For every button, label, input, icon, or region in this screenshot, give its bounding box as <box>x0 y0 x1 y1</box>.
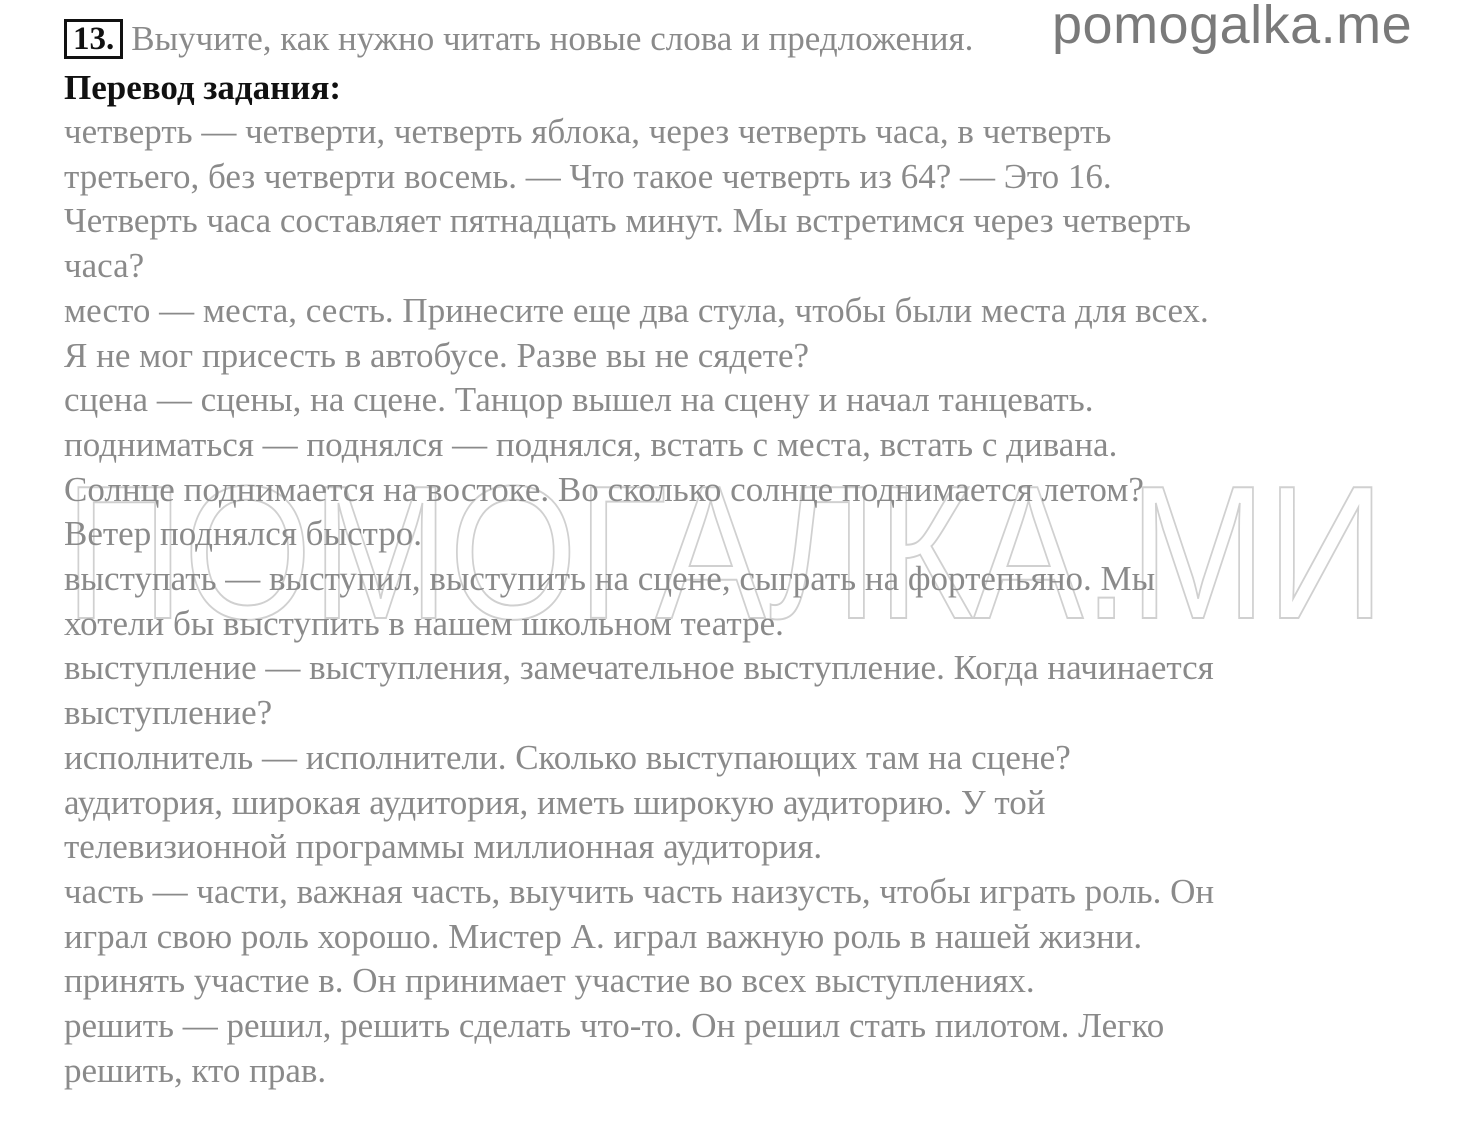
text-line: решить — решил, решить сделать что-то. Он решил стать пилотом. Легко <box>64 1006 1165 1046</box>
text-line: третьего, без четверти восемь. — Что такое четверть из 64? — Это 16. <box>64 156 1112 196</box>
text-line: исполнитель — исполнители. Сколько выступающих там на сцене? <box>64 737 1071 777</box>
text-line: аудитория, широкая аудитория, иметь широкую аудиторию. У той <box>64 782 1046 822</box>
text-line: Солнце поднимается на востоке. Во сколько солнце поднимается летом? <box>64 469 1144 509</box>
text-line: часа? <box>64 246 145 286</box>
site-logo: pomogalka.me <box>1052 0 1413 55</box>
task-number-box: 13. <box>64 19 123 59</box>
text-line: четверть — четверти, четверть яблока, через четверть часа, в четверть <box>64 112 1112 151</box>
text-line: выступление — выступления, замечательное выступление. Когда начинается <box>64 648 1214 688</box>
task-instruction: Выучите, как нужно читать новые слова и предложения. <box>131 19 974 58</box>
translation-heading: Перевод задания: <box>64 68 342 107</box>
text-line: телевизионной программы миллионная аудитория. <box>64 827 823 867</box>
text-line: место — места, сесть. Принесите еще два стула, чтобы были места для всех. <box>64 290 1209 330</box>
text-line: Я не мог присесть в автобусе. Разве вы не сядете? <box>64 335 810 375</box>
translation-body <box>64 110 1444 1093</box>
text-line: играл свою роль хорошо. Мистер А. играл важную роль в нашей жизни. <box>64 916 1143 956</box>
text-line: Ветер поднялся быстро. <box>64 514 422 554</box>
text-line: выступление? <box>64 693 273 733</box>
text-line: Четверть часа составляет пятнадцать минут. Мы встретимся через четверть <box>64 201 1191 241</box>
watermark-text: ПОМОГАЛКА.МИ <box>65 468 1385 638</box>
text-line: часть — части, важная часть, выучить часть наизусть, чтобы играть роль. Он <box>64 871 1215 911</box>
text-line: хотели бы выступить в нашем школьном театре. <box>64 603 784 643</box>
text-line: подниматься — поднялся — поднялся, встать с места, встать с дивана. <box>64 424 1118 464</box>
text-line: выступать — выступил, выступить на сцене, сыграть на фортепьяно. Мы <box>64 559 1156 599</box>
text-line: сцена — сцены, на сцене. Танцор вышел на сцену и начал танцевать. <box>64 380 1094 420</box>
task-header <box>64 19 973 59</box>
text-line: решить, кто прав. <box>64 1050 327 1090</box>
text-line: принять участие в. Он принимает участие во всех выступлениях. <box>64 961 1035 1001</box>
